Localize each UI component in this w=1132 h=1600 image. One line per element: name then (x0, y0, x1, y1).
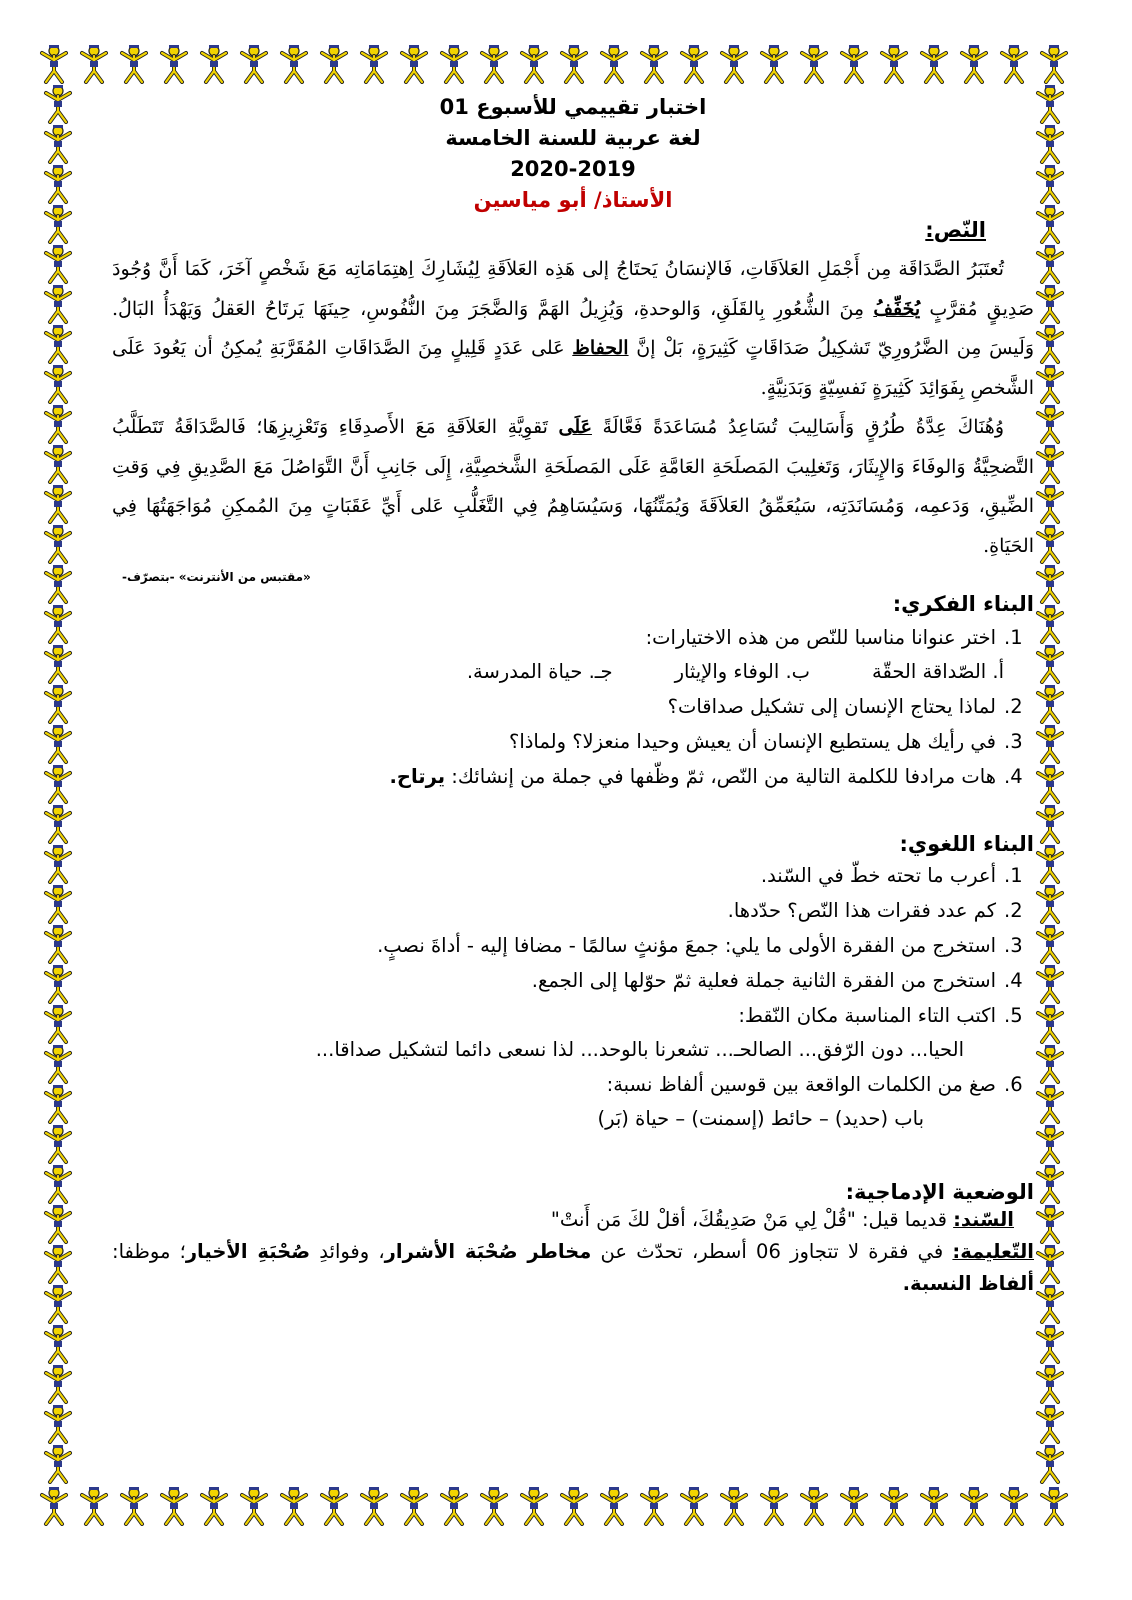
border-figure-icon (274, 1486, 314, 1526)
border-figure-icon (38, 244, 78, 284)
border-figure-icon (754, 44, 794, 84)
border-figure-icon (38, 684, 78, 724)
q-number: 2. (1004, 899, 1023, 922)
p1-part-b: مِنَ الشُّعُورِ بِالقَلَقِ، وَالوحدةِ، وَيُزِيلُ الهَمَّ وَالضَّجَرَ مِنَ النُّفُوسِ، حِينَهَا يَرتَاحُ العَقلُ وَيَهْدَأُ البَالُ. وَلَيسَ مِن الضَّرُورِيّ تَشكِيلُ صَدَاقَاتٍ كَثِيرَةٍ، بَلْ إنَّ (112, 297, 1034, 359)
q-text: كم عدد فقرات هذا النّص؟ حدّدها. (727, 899, 996, 922)
border-figure-icon (634, 1486, 674, 1526)
border-figure-icon (38, 1124, 78, 1164)
border-figure-icon (674, 44, 714, 84)
border-figure-icon (394, 1486, 434, 1526)
text-paragraph-2 (112, 408, 1034, 566)
border-figure-icon (1030, 1084, 1070, 1124)
q-text: لماذا يحتاج الإنسان إلى تشكيل صداقات؟ (667, 695, 996, 718)
linguistic-q5 (112, 998, 1034, 1033)
underlined-word-2: الحفاظ (572, 337, 629, 359)
border-figure-icon (1030, 1164, 1070, 1204)
border-figure-icon (1030, 204, 1070, 244)
linguistic-q1 (112, 858, 1034, 893)
q-text: هات مرادفا للكلمة التالية من النّص، ثمّ وظّفها في جملة من إنشائك: (445, 765, 996, 788)
q-text: صغ من الكلمات الواقعة بين قوسين ألفاظ نسبة: (606, 1073, 996, 1096)
p1-part-c: عَلى عَدَدٍ قَلِيلٍ مِنَ الصَّدَاقَاتِ المُقَرَّبَةِ يُمكِنُ أن يَعُودَ عَلَى الشَّخصِ بِفَوَائِدَ كَثِيرَةٍ نَفسِيّةٍ وَبَدَنِيَّةٍ. (112, 337, 1034, 399)
border-figure-icon (1030, 244, 1070, 284)
border-figure-icon (38, 1004, 78, 1044)
border-figure-icon (474, 44, 514, 84)
border-figure-icon (554, 1486, 594, 1526)
q-text: اختر عنوانا مناسبا للنّص من هذه الاختيارات: (645, 626, 996, 649)
q-text: استخرج من الفقرة الثانية جملة فعلية ثمّ حوّلها إلى الجمع. (531, 969, 996, 992)
integration-title: الوضعية الإدماجية: (845, 1180, 1034, 1204)
border-figure-icon (1030, 1284, 1070, 1324)
border-figure-icon (38, 924, 78, 964)
border-figure-icon (954, 1486, 994, 1526)
intellectual-title: البناء الفكري: (892, 592, 1034, 616)
q-number: 2. (1004, 695, 1023, 718)
border-figure-icon (1030, 684, 1070, 724)
border-figure-icon (714, 1486, 754, 1526)
border-figure-icon (1030, 124, 1070, 164)
border-figure-icon (594, 1486, 634, 1526)
border-figure-icon (38, 1084, 78, 1124)
border-bottom (34, 1486, 1074, 1526)
border-figure-icon (1030, 1204, 1070, 1244)
intellectual-q3 (112, 724, 1034, 759)
linguistic-q4 (112, 963, 1034, 998)
border-figure-icon (38, 1164, 78, 1204)
border-figure-icon (38, 604, 78, 644)
border-figure-icon (1030, 724, 1070, 764)
linguistic-q3 (112, 928, 1034, 963)
border-figure-icon (674, 1486, 714, 1526)
border-figure-icon (634, 44, 674, 84)
border-figure-icon (1030, 524, 1070, 564)
border-figure-icon (38, 884, 78, 924)
task-bold-3: ألفاظ النسبة. (902, 1272, 1034, 1295)
border-figure-icon (38, 1324, 78, 1364)
border-figure-icon (834, 44, 874, 84)
border-figure-icon (234, 44, 274, 84)
border-figure-icon (1030, 164, 1070, 204)
border-figure-icon (38, 364, 78, 404)
border-figure-icon (434, 44, 474, 84)
q-number: 4. (1004, 765, 1023, 788)
exam-page (112, 92, 1034, 1300)
border-figure-icon (354, 44, 394, 84)
border-figure-icon (38, 764, 78, 804)
border-figure-icon (754, 1486, 794, 1526)
option-c: جـ. حياة المدرسة. (466, 660, 613, 683)
border-figure-icon (954, 44, 994, 84)
intellectual-q2 (112, 689, 1034, 724)
border-figure-icon (554, 44, 594, 84)
text-source: «مقتبس من الأنترنت» -بتصرّف- (122, 570, 311, 584)
border-figure-icon (34, 1486, 74, 1526)
integration-task (112, 1236, 1034, 1300)
border-figure-icon (1030, 1364, 1070, 1404)
border-figure-icon (994, 44, 1034, 84)
border-figure-icon (914, 44, 954, 84)
task-bold-2: صُحْبَةِ الأخيار (185, 1240, 311, 1263)
border-figure-icon (74, 1486, 114, 1526)
task-bold-1: مخاطر صُحْبَة الأشرار (384, 1240, 592, 1263)
integration-sanad (112, 1204, 1034, 1236)
border-figure-icon (38, 724, 78, 764)
border-figure-icon (434, 1486, 474, 1526)
border-figure-icon (794, 44, 834, 84)
border-top (34, 44, 1074, 84)
border-figure-icon (794, 1486, 834, 1526)
intellectual-q1 (112, 620, 1034, 655)
border-figure-icon (834, 1486, 874, 1526)
border-figure-icon (38, 444, 78, 484)
border-figure-icon (154, 1486, 194, 1526)
linguistic-q5-line: الحيا... دون الرّفق... الصالحـ... تشعرنا بالوحد... لذا نسعى دائما لتشكيل صداقا... (315, 1038, 964, 1061)
border-figure-icon (1030, 884, 1070, 924)
border-figure-icon (1034, 1486, 1074, 1526)
border-figure-icon (1030, 484, 1070, 524)
border-figure-icon (114, 1486, 154, 1526)
border-figure-icon (38, 564, 78, 604)
sanad-text: قديما قيل: "قُلْ لِي مَنْ صَدِيقُكَ، أقلْ لكَ مَن أَنتْ" (550, 1208, 954, 1231)
border-figure-icon (994, 1486, 1034, 1526)
border-figure-icon (38, 164, 78, 204)
border-figure-icon (1030, 1404, 1070, 1444)
q-number: 5. (1004, 1004, 1023, 1027)
q-number: 1. (1004, 864, 1023, 887)
border-figure-icon (38, 124, 78, 164)
teacher-name: الأستاذ/ أبو مياسين (473, 188, 673, 212)
task-part-d: ؛ موظفا: (112, 1240, 186, 1263)
border-figure-icon (1030, 1004, 1070, 1044)
border-figure-icon (474, 1486, 514, 1526)
q-number: 6. (1004, 1073, 1023, 1096)
option-a: أ. الصّداقة الحقّة (872, 660, 1004, 683)
border-figure-icon (514, 44, 554, 84)
border-figure-icon (38, 964, 78, 1004)
border-figure-icon (38, 324, 78, 364)
border-figure-icon (234, 1486, 274, 1526)
border-figure-icon (1030, 444, 1070, 484)
border-figure-icon (38, 1404, 78, 1444)
q-number: 4. (1004, 969, 1023, 992)
q-number: 1. (1004, 626, 1023, 649)
border-figure-icon (914, 1486, 954, 1526)
border-figure-icon (38, 1204, 78, 1244)
option-b: ب. الوفاء والإيثار (674, 660, 811, 683)
text-paragraph-1 (112, 250, 1034, 408)
border-figure-icon (38, 804, 78, 844)
linguistic-q6-line: باب (حديد) – حائط (إسمنت) – حياة (بَر) (597, 1107, 924, 1130)
p2-part-a: وُهُنَاكَ عِدَّةُ طُرُقٍ وَأَسَالِيبَ تُسَاعِدُ مُسَاعَدَةً فَعَّالَةً (591, 416, 1004, 438)
border-figure-icon (1030, 404, 1070, 444)
border-figure-icon (194, 44, 234, 84)
border-figure-icon (38, 1044, 78, 1084)
task-part-c: ، وفوائدِ (310, 1240, 385, 1263)
underlined-word-3: عَلَى (558, 416, 592, 438)
q-text: أعرب ما تحته خطّ في السّند. (760, 864, 996, 887)
border-left (38, 84, 78, 1484)
border-figure-icon (1030, 1044, 1070, 1084)
border-figure-icon (1030, 284, 1070, 324)
border-figure-icon (1030, 1124, 1070, 1164)
border-figure-icon (594, 44, 634, 84)
border-figure-icon (38, 524, 78, 564)
border-figure-icon (38, 204, 78, 244)
linguistic-q2 (112, 893, 1034, 928)
title-options (112, 655, 1034, 689)
border-figure-icon (1030, 364, 1070, 404)
border-figure-icon (1030, 804, 1070, 844)
sanad-label: السّند: (953, 1208, 1014, 1231)
border-figure-icon (38, 284, 78, 324)
border-figure-icon (38, 644, 78, 684)
border-figure-icon (1030, 764, 1070, 804)
border-figure-icon (154, 44, 194, 84)
exam-subject: لغة عربية للسنة الخامسة (445, 126, 701, 150)
border-figure-icon (274, 44, 314, 84)
border-figure-icon (1030, 1444, 1070, 1484)
q-text: استخرج من الفقرة الأولى ما يلي: جمعَ مؤنثٍ سالمًا - مضافا إليه - أداةَ نصبٍ. (377, 934, 996, 957)
border-figure-icon (38, 1284, 78, 1324)
intellectual-q4 (112, 759, 1034, 794)
border-figure-icon (314, 44, 354, 84)
border-figure-icon (1030, 844, 1070, 884)
border-figure-icon (38, 1444, 78, 1484)
task-part-a: في فقرة لا تتجاوز 06 أسطر، تحدّث عن (591, 1240, 953, 1263)
border-figure-icon (354, 1486, 394, 1526)
border-figure-icon (1030, 564, 1070, 604)
q-text: اكتب التاء المناسبة مكان النّقط: (738, 1004, 996, 1027)
task-label: التّعليمة: (952, 1240, 1034, 1263)
p2-part-b: تَقوِيَّةِ العَلاَقَةِ مَعَ الأَصدِقَاءِ وَتَعْزِيزِهَا؛ فَالصَّدَاقَةُ تَتَطَلَّبُ التَّضحِيَّةُ وَالوفَاءَ وَالإِيثَارَ، وَتَغلِيبَ المَصلَحَةِ العَامَّةِ عَلَى المَصلَحَةِ الشَّخصِيَّةِ، إِلَى جَانِبِ أَنَّ التَّوَاصُلَ مَعَ الصَّدِيقِ فِي وَقتِ الضِّيقِ، وَدَعمِه، وَمُسَانَدَتِه، سَيُعَمِّقُ العَلاَقَةَ وَيُمَتِّنُهَا، وَسَيُسَاهِمُ فِي التَّغَلُّبِ عَلى أَيِّ عَقَبَاتٍ مِنَ المُمكِنِ مُوَاجَهَتُهَا فِي الحَيَاةِ. (112, 416, 1034, 557)
text-section-title: النّص: (925, 218, 986, 242)
border-figure-icon (38, 484, 78, 524)
school-year: 2020-2019 (510, 157, 636, 181)
linguistic-q6 (112, 1067, 1034, 1102)
border-figure-icon (1030, 964, 1070, 1004)
border-figure-icon (34, 44, 74, 84)
border-figure-icon (714, 44, 754, 84)
q-number: 3. (1004, 934, 1023, 957)
border-figure-icon (394, 44, 434, 84)
p1-part-a: تُعتَبَرُ الصَّدَاقَة مِن أَجْمَلِ العَلاَقَاتِ، فَالإنسَانُ يَحتَاجُ إلى هَذِه العَلاَقَةِ لِيُشَارِكَ اِهتِمَامَاتِه مَعَ شَخْصٍ آخَرَ، كَمَا أَنَّ وُجُودَ صَدِيقٍ مُقرَّبٍ (112, 258, 1034, 320)
border-right (1030, 84, 1070, 1484)
border-figure-icon (38, 1244, 78, 1284)
border-figure-icon (1030, 924, 1070, 964)
border-figure-icon (874, 1486, 914, 1526)
border-figure-icon (314, 1486, 354, 1526)
q-text: في رأيك هل يستطيع الإنسان أن يعيش وحيدا منعزلا؟ ولماذا؟ (508, 730, 996, 753)
exam-title: اختبار تقييمي للأسبوع 01 (439, 95, 707, 119)
border-figure-icon (1030, 1324, 1070, 1364)
q-number: 3. (1004, 730, 1023, 753)
border-figure-icon (38, 844, 78, 884)
linguistic-title: البناء اللغوي: (899, 832, 1034, 856)
underlined-word-1: يُخَفِّفُ (873, 297, 921, 320)
border-figure-icon (1030, 324, 1070, 364)
border-figure-icon (1030, 84, 1070, 124)
border-figure-icon (1030, 1244, 1070, 1284)
border-figure-icon (74, 44, 114, 84)
border-figure-icon (514, 1486, 554, 1526)
border-figure-icon (38, 1364, 78, 1404)
border-figure-icon (38, 84, 78, 124)
border-figure-icon (1030, 644, 1070, 684)
q4-word: يرتاح. (389, 765, 446, 788)
border-figure-icon (1030, 604, 1070, 644)
border-figure-icon (38, 404, 78, 444)
border-figure-icon (1034, 44, 1074, 84)
border-figure-icon (114, 44, 154, 84)
border-figure-icon (874, 44, 914, 84)
border-figure-icon (194, 1486, 234, 1526)
